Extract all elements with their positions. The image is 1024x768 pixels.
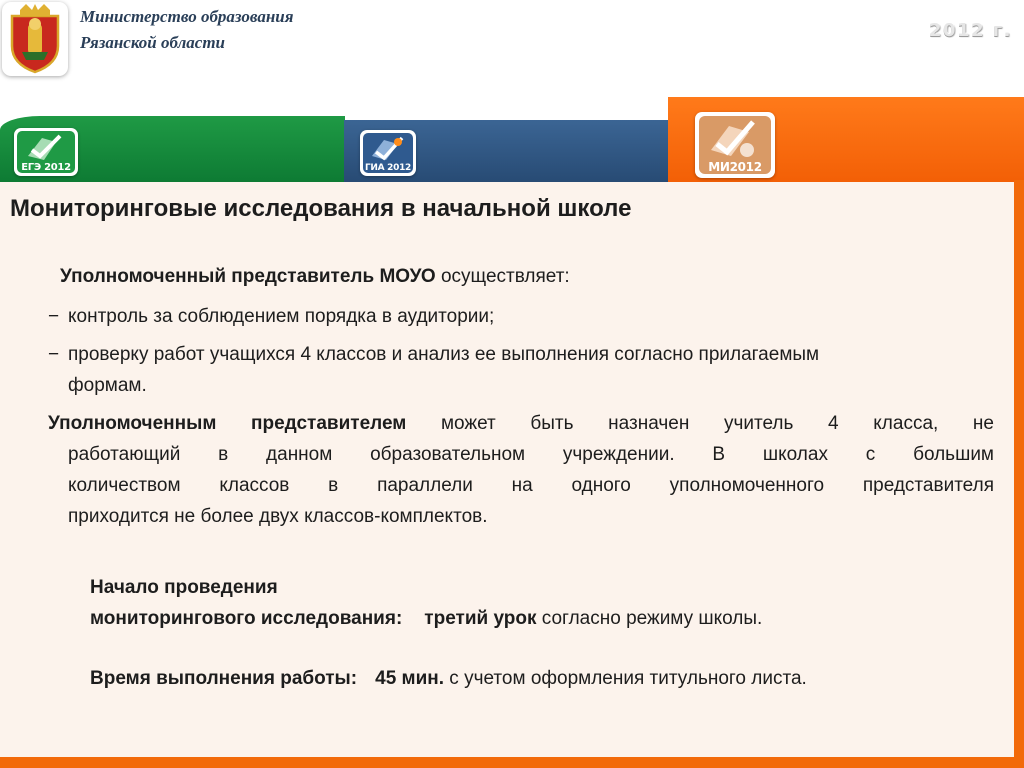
list-item xyxy=(48,301,494,332)
paragraph-line3: количеством классов в параллели на одного уполномоченного представителя xyxy=(68,475,994,496)
ministry-name-line1: Министерство образования xyxy=(80,7,294,26)
start-label-line1: Начало проведения xyxy=(90,577,278,598)
paragraph-line1 xyxy=(48,408,994,439)
ege-2012-label: ЕГЭ 2012 xyxy=(21,162,71,173)
ministry-name-line2: Рязанской области xyxy=(80,33,226,52)
intro-bold: Уполномоченный представитель МОУО xyxy=(60,266,436,287)
dash-bullet: − xyxy=(48,306,60,327)
dash-bullet: − xyxy=(48,344,60,365)
mi-2012-badge[interactable] xyxy=(695,112,775,178)
start-value-bold: третий урок xyxy=(424,608,537,629)
gia-2012-badge[interactable] xyxy=(360,130,416,176)
orange-frame-right xyxy=(1014,180,1024,768)
start-label-line2: мониторингового исследования: xyxy=(90,608,403,629)
paragraph-line4: приходится не более двух классов-комплектов. xyxy=(68,506,488,527)
start-info-line2 xyxy=(90,603,762,634)
list-item xyxy=(48,339,994,401)
gia-2012-label: ГИА 2012 xyxy=(364,163,411,173)
list-item-text-line1: проверку работ учащихся 4 классов и анализ ее выполнения согласно прилагаемым xyxy=(68,344,820,365)
list-item-text: контроль за соблюдением порядка в аудитории; xyxy=(68,306,495,327)
duration-value-bold: 45 мин. xyxy=(375,668,445,689)
duration-value xyxy=(375,668,807,689)
ege-2012-badge[interactable] xyxy=(14,128,78,176)
start-info xyxy=(90,572,762,634)
duration-label: Время выполнения работы: xyxy=(90,668,358,689)
orange-frame-bottom xyxy=(0,757,1024,768)
duration-value-rest: с учетом оформления титульного листа. xyxy=(444,668,807,689)
paragraph-bold: Уполномоченным представителем xyxy=(48,413,407,434)
intro-line xyxy=(60,261,570,292)
paragraph-line1-rest: может быть назначен учитель 4 класса, не xyxy=(406,413,994,434)
year-label: 2012 г. xyxy=(928,20,1012,41)
paragraph-line2: работающий в данном образовательном учреждении. В школах с большим xyxy=(68,444,994,465)
ryazan-coat-of-arms-logo xyxy=(2,2,68,76)
list-item-text-line2: формам. xyxy=(68,375,147,396)
intro-rest: осуществляет: xyxy=(435,266,570,287)
representative-paragraph xyxy=(48,408,994,532)
ministry-name xyxy=(80,4,293,56)
slide-title: Мониторинговые исследования в начальной школе xyxy=(10,195,632,222)
duration-info xyxy=(90,663,807,694)
start-value xyxy=(424,608,762,629)
mi-2012-label: МИ2012 xyxy=(708,160,762,174)
start-value-rest: согласно режиму школы. xyxy=(536,608,763,629)
